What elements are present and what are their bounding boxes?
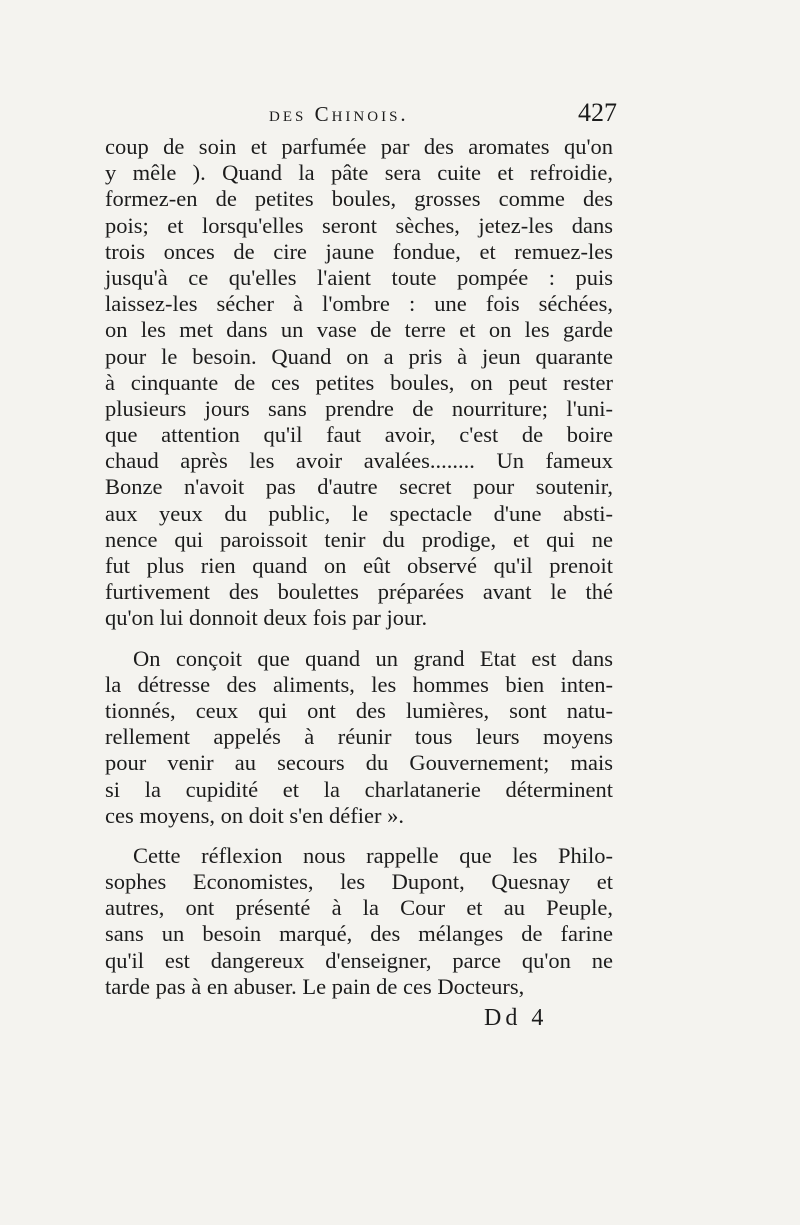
text-line: qu'il est dangereux d'enseigner, parce qu'on ne [105, 947, 613, 973]
text-line: laissez-les sécher à l'ombre : une fois séchées, [105, 291, 613, 317]
text-line: rellement appelés à réunir tous leurs moyens [105, 724, 613, 750]
paragraph-gap [105, 632, 613, 646]
text-line: On conçoit que quand un grand Etat est dans [133, 645, 613, 671]
text-line: plusieurs jours sans prendre de nourriture; l'uni- [105, 395, 613, 421]
text-line: pour le besoin. Quand on a pris à jeun quarante [105, 343, 613, 369]
paragraph [105, 843, 613, 1000]
text-line: sans un besoin marqué, des mélanges de farine [105, 921, 613, 947]
text-line: fut plus rien quand on eût observé qu'il prenoit [105, 553, 613, 578]
text-line: pour venir au secours du Gouvernement; mais [105, 750, 613, 776]
page-number: 427 [578, 98, 617, 127]
text-line: y mêle ). Quand la pâte sera cuite et refroidie, [105, 160, 613, 186]
text-line: jusqu'à ce qu'elles l'aient toute pompée : puis [105, 264, 613, 290]
text-line: ces moyens, on doit s'en défier ». [105, 802, 404, 828]
text-line: sophes Economistes, les Dupont, Quesnay et [105, 869, 613, 895]
text-line: furtivement des boulettes préparées avant le thé [105, 579, 613, 605]
text-line: aux yeux du public, le spectacle d'une absti- [105, 500, 613, 526]
paragraph-gap [105, 829, 613, 843]
text-line: coup de soin et parfumée par des aromates qu'on [105, 134, 613, 159]
text-line: pois; et lorsqu'elles seront sèches, jetez-les dans [105, 212, 613, 238]
text-line: tarde pas à en abuser. Le pain de ces Docteurs, [105, 973, 525, 999]
paragraph [105, 646, 613, 829]
text-line: si la cupidité et la charlatanerie déterminent [105, 776, 613, 802]
text-line: qu'on lui donnoit deux fois par jour. [105, 605, 428, 631]
body-text [105, 134, 613, 1000]
text-line: la détresse des aliments, les hommes bien inten- [105, 671, 613, 697]
text-line: tionnés, ceux qui ont des lumières, sont natu- [105, 697, 613, 723]
page-header [105, 98, 617, 134]
running-title: des Chinois. [269, 102, 409, 126]
text-line: on les met dans un vase de terre et on les garde [105, 317, 613, 343]
text-line: nence qui paroissoit tenir du prodige, et qui ne [105, 526, 613, 552]
text-line: formez-en de petites boules, grosses comme des [105, 186, 613, 212]
signature-mark: Dd 4 [484, 1005, 548, 1031]
text-line: chaud après les avoir avalées........ Un fameux [105, 448, 613, 474]
paragraph [105, 134, 613, 632]
text-line: Bonze n'avoit pas d'autre secret pour soutenir, [105, 474, 613, 500]
text-line: Cette réflexion nous rappelle que les Philo- [133, 842, 613, 868]
text-line: trois onces de cire jaune fondue, et remuez-les [105, 238, 613, 264]
text-line: à cinquante de ces petites boules, on peut rester [105, 369, 613, 395]
text-line: autres, ont présenté à la Cour et au Peuple, [105, 895, 613, 921]
text-line: que attention qu'il faut avoir, c'est de boire [105, 422, 613, 448]
